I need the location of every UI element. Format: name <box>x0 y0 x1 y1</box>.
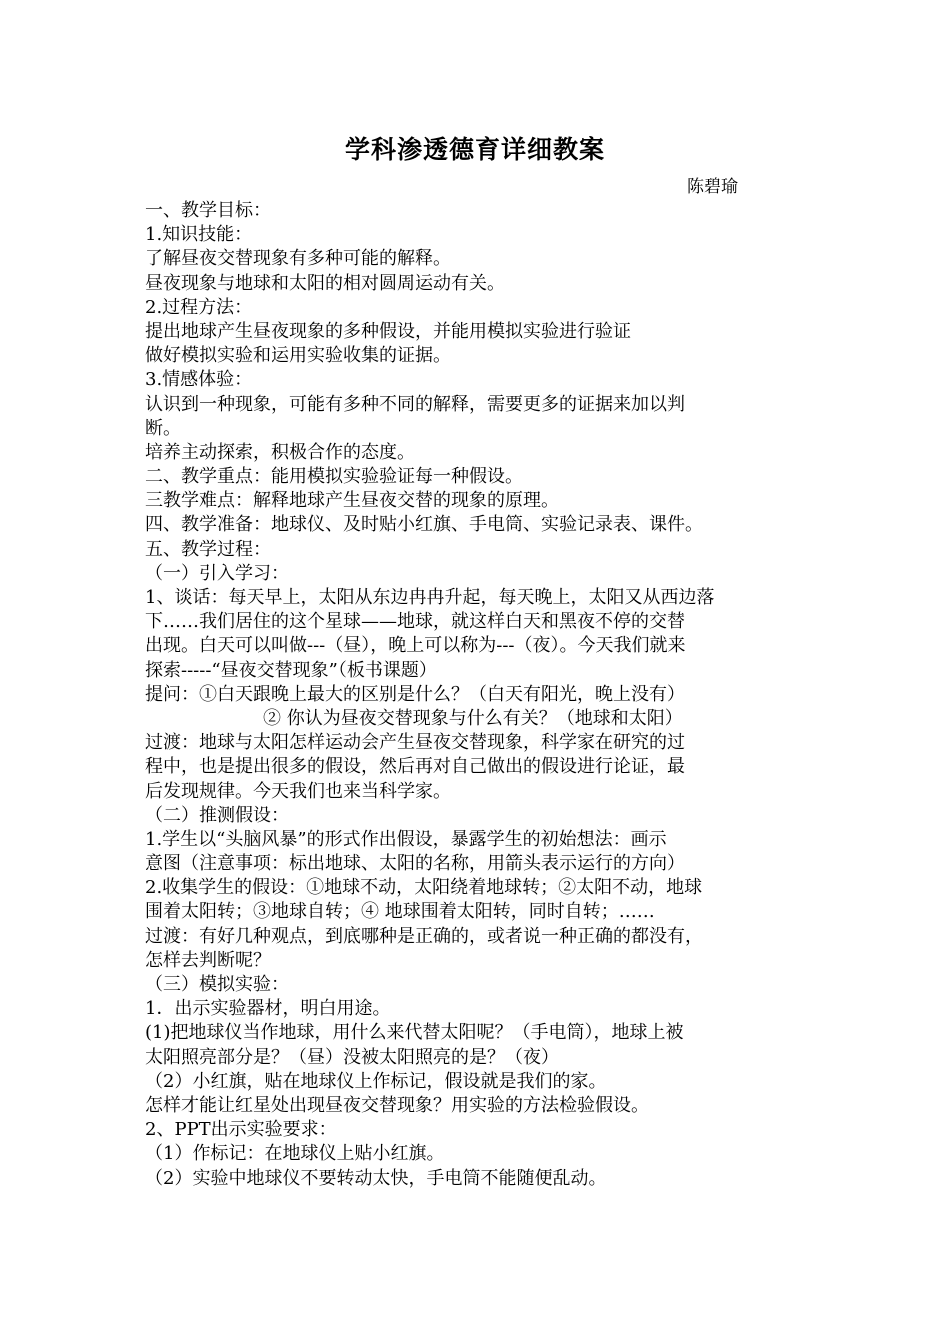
text-line: 1．出示实验器材，明白用途。 <box>145 998 391 1020</box>
text-line: 2.收集学生的假设：①地球不动，太阳绕着地球转；②太阳不动，地球 <box>145 877 703 899</box>
text-line: 一、教学目标： <box>145 200 271 221</box>
text-line: 怎样去判断呢？ <box>145 949 271 971</box>
text-line: 太阳照亮部分是？（昼）没被太阳照亮的是？（夜） <box>145 1046 559 1068</box>
text-line: （一）引入学习： <box>145 562 289 584</box>
text-line: 1、谈话：每天早上，太阳从东边冉冉升起，每天晚上，太阳又从西边落 <box>145 587 715 608</box>
text-line: 过渡：有好几种观点，到底哪种是正确的，或者说一种正确的都没有， <box>145 925 703 947</box>
text-line: 1.知识技能： <box>145 224 253 246</box>
text-line: 做好模拟实验和运用实验收集的证据。 <box>145 345 451 367</box>
text-line: 意图（注意事项：标出地球、太阳的名称，用箭头表示运行的方向） <box>145 853 685 875</box>
document-author: 陈碧瑜 <box>687 177 738 197</box>
text-line: （2）实验中地球仪不要转动太快，手电筒不能随便乱动。 <box>145 1167 607 1189</box>
document-title: 学科渗透德育详细教案 <box>344 135 605 164</box>
text-line: 三教学难点：解释地球产生昼夜交替的现象的原理。 <box>145 490 559 512</box>
text-line: 提问：①白天跟晚上最大的区别是什么？（白天有阳光，晚上没有） <box>145 683 685 705</box>
text-line: 五、教学过程： <box>145 538 271 560</box>
text-line: 2、PPT出示实验要求： <box>145 1119 337 1141</box>
text-line: 3.情感体验： <box>145 369 253 391</box>
text-line: (1)把地球仪当作地球，用什么来代替太阳呢？（手电筒），地球上被 <box>145 1022 684 1044</box>
text-line: ② 你认为昼夜交替现象与什么有关？（地球和太阳） <box>263 707 683 729</box>
text-line: （三）模拟实验： <box>145 974 289 995</box>
text-line: 2.过程方法： <box>145 296 253 318</box>
text-line: 后发现规律。今天我们也来当科学家。 <box>145 780 451 802</box>
text-line: 认识到一种现象，可能有多种不同的解释，需要更多的证据来加以判 <box>145 393 685 415</box>
text-line: 程中，也是提出很多的假设，然后再对自己做出的假设进行论证，最 <box>145 756 685 778</box>
text-line: 1.学生以“头脑风暴”的形式作出假设，暴露学生的初始想法：画示 <box>145 828 667 850</box>
text-line: 围着太阳转；③地球自转；④ 地球围着太阳转，同时自转；…… <box>145 901 655 923</box>
text-line: 过渡：地球与太阳怎样运动会产生昼夜交替现象，科学家在研究的过 <box>145 732 685 754</box>
text-line: 出现。白天可以叫做---（昼），晚上可以称为---（夜）。今天我们就来 <box>145 635 686 657</box>
text-line: （2）小红旗，贴在地球仪上作标记，假设就是我们的家。 <box>145 1070 607 1092</box>
text-line: 四、教学准备：地球仪、及时贴小红旗、手电筒、实验记录表、课件。 <box>145 514 703 536</box>
text-line: （二）推测假设： <box>145 804 289 826</box>
document-body <box>145 199 813 1191</box>
text-line: 探索-----“昼夜交替现象”（板书课题） <box>145 659 437 681</box>
text-line: 提出地球产生昼夜现象的多种假设，并能用模拟实验进行验证 <box>145 320 631 342</box>
text-line: 昼夜现象与地球和太阳的相对圆周运动有关。 <box>145 272 505 294</box>
text-line: 二、教学重点：能用模拟实验验证每一种假设。 <box>145 466 523 488</box>
text-line: 下……我们居住的这个星球——地球，就这样白天和黑夜不停的交替 <box>145 611 685 633</box>
text-line: 培养主动探索，积极合作的态度。 <box>145 441 415 463</box>
text-line: 怎样才能让红星处出现昼夜交替现象？用实验的方法检验假设。 <box>145 1094 649 1116</box>
text-line: 断。 <box>145 417 181 439</box>
text-line: （1）作标记：在地球仪上贴小红旗。 <box>145 1143 445 1165</box>
text-line: 了解昼夜交替现象有多种可能的解释。 <box>145 248 451 270</box>
